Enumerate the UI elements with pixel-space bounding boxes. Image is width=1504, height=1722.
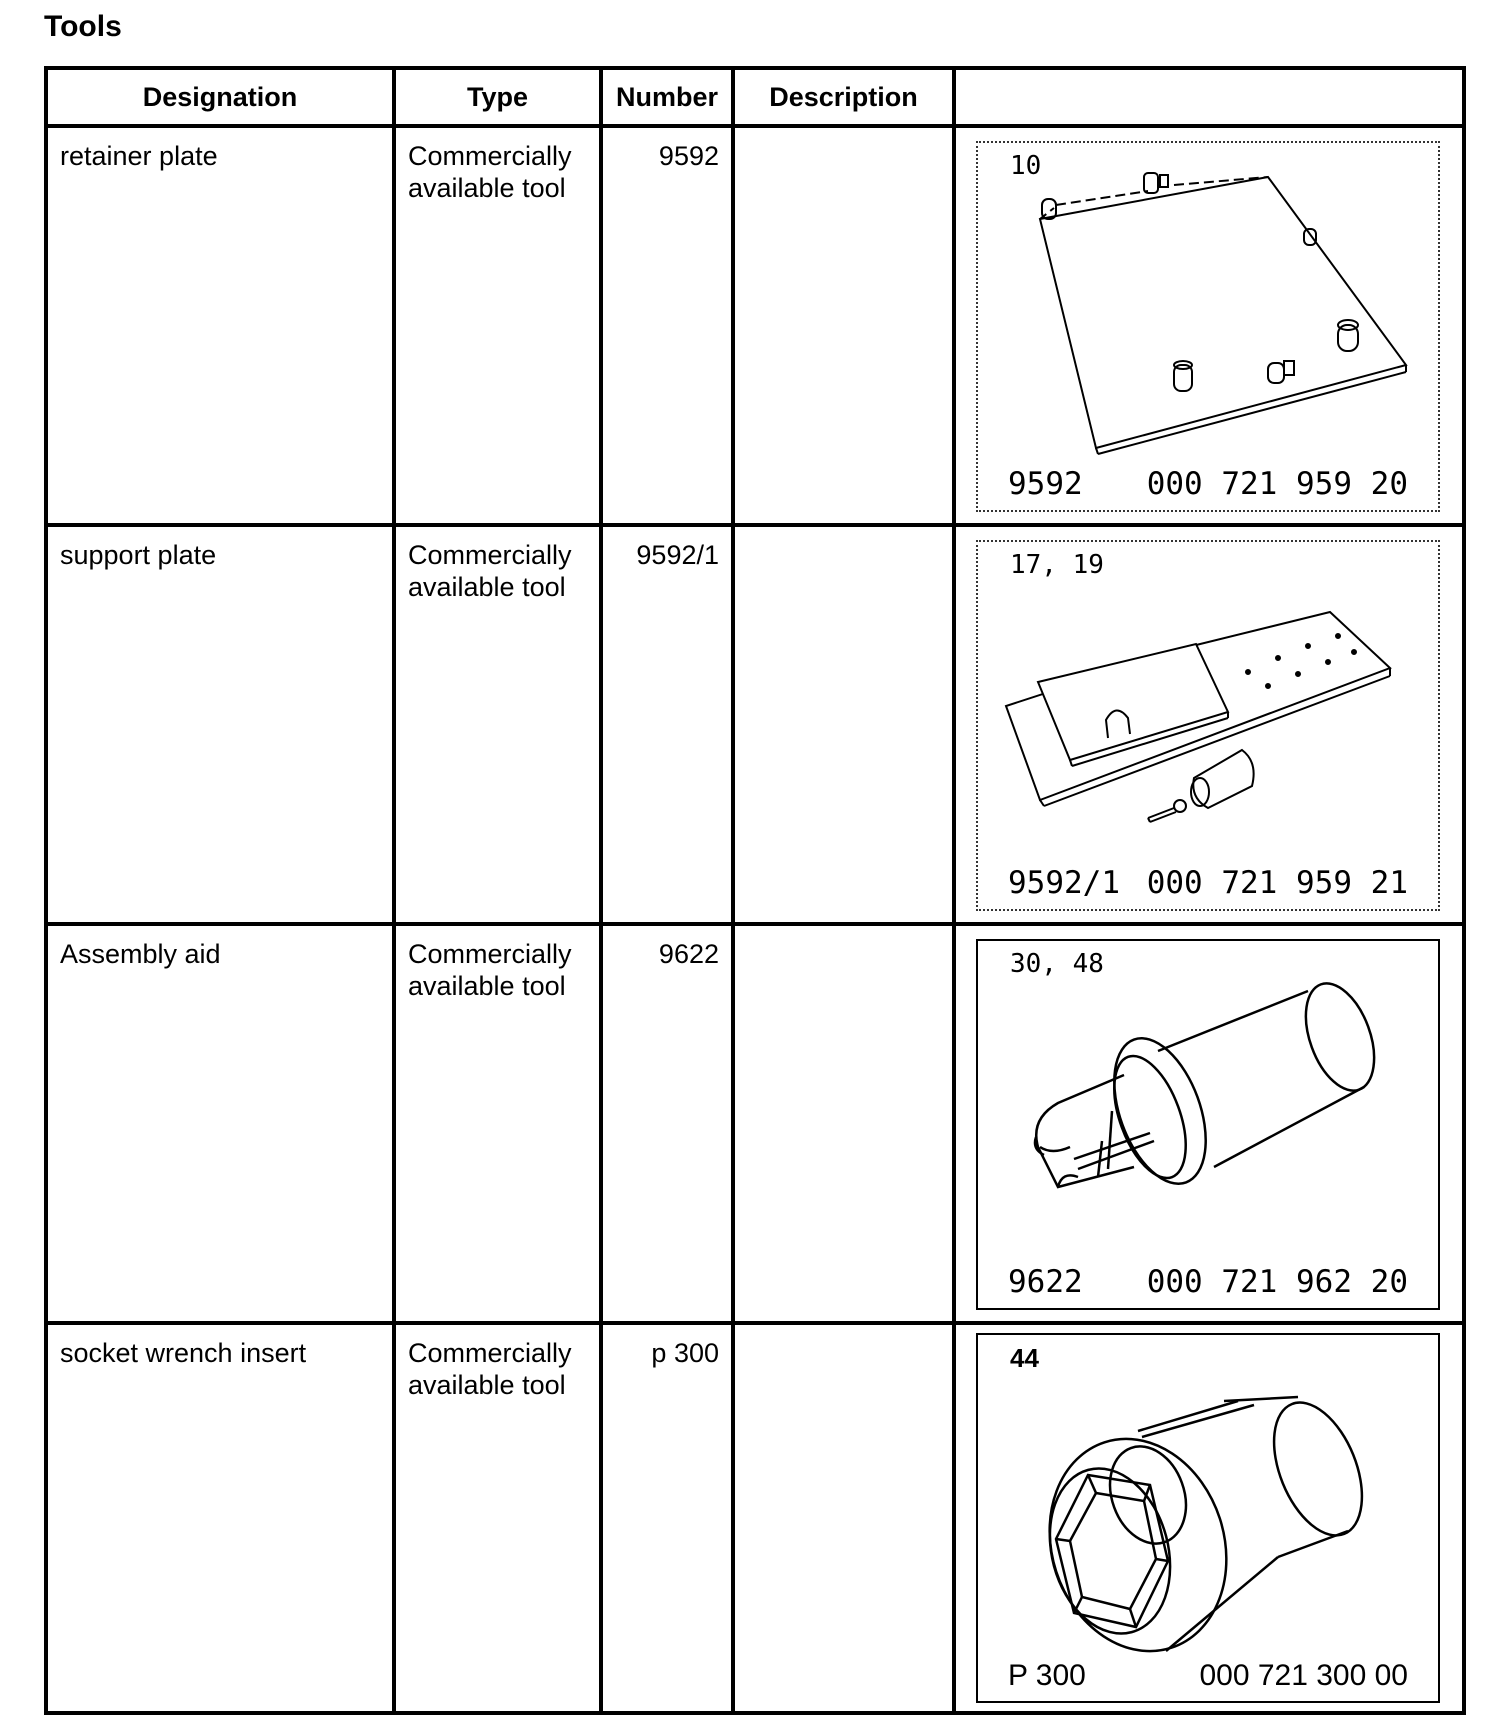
figure-cell <box>954 525 1464 924</box>
description-text <box>735 527 952 539</box>
tool-figure-retainer-plate <box>976 141 1440 512</box>
description-cell <box>733 1323 954 1713</box>
figure-cell <box>954 1323 1464 1713</box>
type-text <box>396 527 599 603</box>
number-text: p 300 <box>651 1338 719 1368</box>
table-header-row <box>46 68 1464 126</box>
designation-cell <box>46 126 394 525</box>
number-text: 9592/1 <box>636 540 719 570</box>
type-line-1: Commercially <box>408 141 572 171</box>
page-title: Tools <box>44 10 122 43</box>
type-line-2: available tool <box>408 173 566 203</box>
retainer-plate-drawing <box>978 143 1438 510</box>
description-text <box>735 128 952 140</box>
number-cell <box>601 924 733 1323</box>
designation-cell <box>46 525 394 924</box>
number-text: 9622 <box>658 939 719 969</box>
figure-tool-number: 9622 <box>1008 1264 1083 1300</box>
header-description: Description <box>733 68 954 126</box>
description-cell <box>733 525 954 924</box>
designation-text: socket wrench insert <box>60 1338 307 1368</box>
designation-text: retainer plate <box>60 141 218 171</box>
figure-tool-number: 9592/1 <box>1008 865 1120 901</box>
type-text <box>396 128 599 204</box>
table-row <box>46 126 1464 525</box>
figure-part-number: 000 721 959 20 <box>1146 466 1408 502</box>
type-cell <box>394 126 601 525</box>
tool-figure-support-plate <box>976 540 1440 911</box>
figure-cell <box>954 924 1464 1323</box>
figure-ref: 44 <box>1010 1343 1039 1373</box>
type-text <box>396 1325 599 1401</box>
socket-wrench-insert-drawing <box>978 1335 1438 1701</box>
tool-figure-socket-wrench-insert <box>976 1333 1440 1703</box>
figure-part-number: 000 721 300 00 <box>1199 1659 1408 1692</box>
type-line-2: available tool <box>408 971 566 1001</box>
designation-cell <box>46 924 394 1323</box>
type-line-1: Commercially <box>408 939 572 969</box>
designation-text: support plate <box>60 540 217 570</box>
type-line-2: available tool <box>408 572 566 602</box>
type-text <box>396 926 599 1002</box>
assembly-aid-drawing <box>978 941 1438 1308</box>
description-cell <box>733 126 954 525</box>
tools-table <box>44 66 1466 1715</box>
header-type: Type <box>394 68 601 126</box>
table-row <box>46 1323 1464 1713</box>
figure-cell <box>954 126 1464 525</box>
type-line-1: Commercially <box>408 1338 572 1368</box>
figure-part-number: 000 721 962 20 <box>1146 1264 1408 1300</box>
figure-ref: 10 <box>1010 151 1042 181</box>
type-cell <box>394 924 601 1323</box>
description-text <box>735 926 952 938</box>
description-text <box>735 1325 952 1337</box>
header-figure <box>954 68 1464 126</box>
table-row <box>46 924 1464 1323</box>
table-row <box>46 525 1464 924</box>
figure-ref: 30, 48 <box>1010 949 1104 979</box>
number-cell <box>601 525 733 924</box>
header-number: Number <box>601 68 733 126</box>
designation-cell <box>46 1323 394 1713</box>
type-cell <box>394 525 601 924</box>
number-cell <box>601 1323 733 1713</box>
type-line-1: Commercially <box>408 540 572 570</box>
figure-tool-number: 9592 <box>1008 466 1083 502</box>
type-line-2: available tool <box>408 1370 566 1400</box>
figure-part-number: 000 721 959 21 <box>1146 865 1408 901</box>
number-text: 9592 <box>658 141 719 171</box>
number-cell <box>601 126 733 525</box>
designation-text: Assembly aid <box>60 939 221 969</box>
description-cell <box>733 924 954 1323</box>
header-designation: Designation <box>46 68 394 126</box>
type-cell <box>394 1323 601 1713</box>
tool-figure-assembly-aid <box>976 939 1440 1310</box>
figure-ref: 17, 19 <box>1010 550 1104 580</box>
figure-tool-number: P 300 <box>1008 1659 1086 1692</box>
support-plate-drawing <box>978 542 1438 909</box>
